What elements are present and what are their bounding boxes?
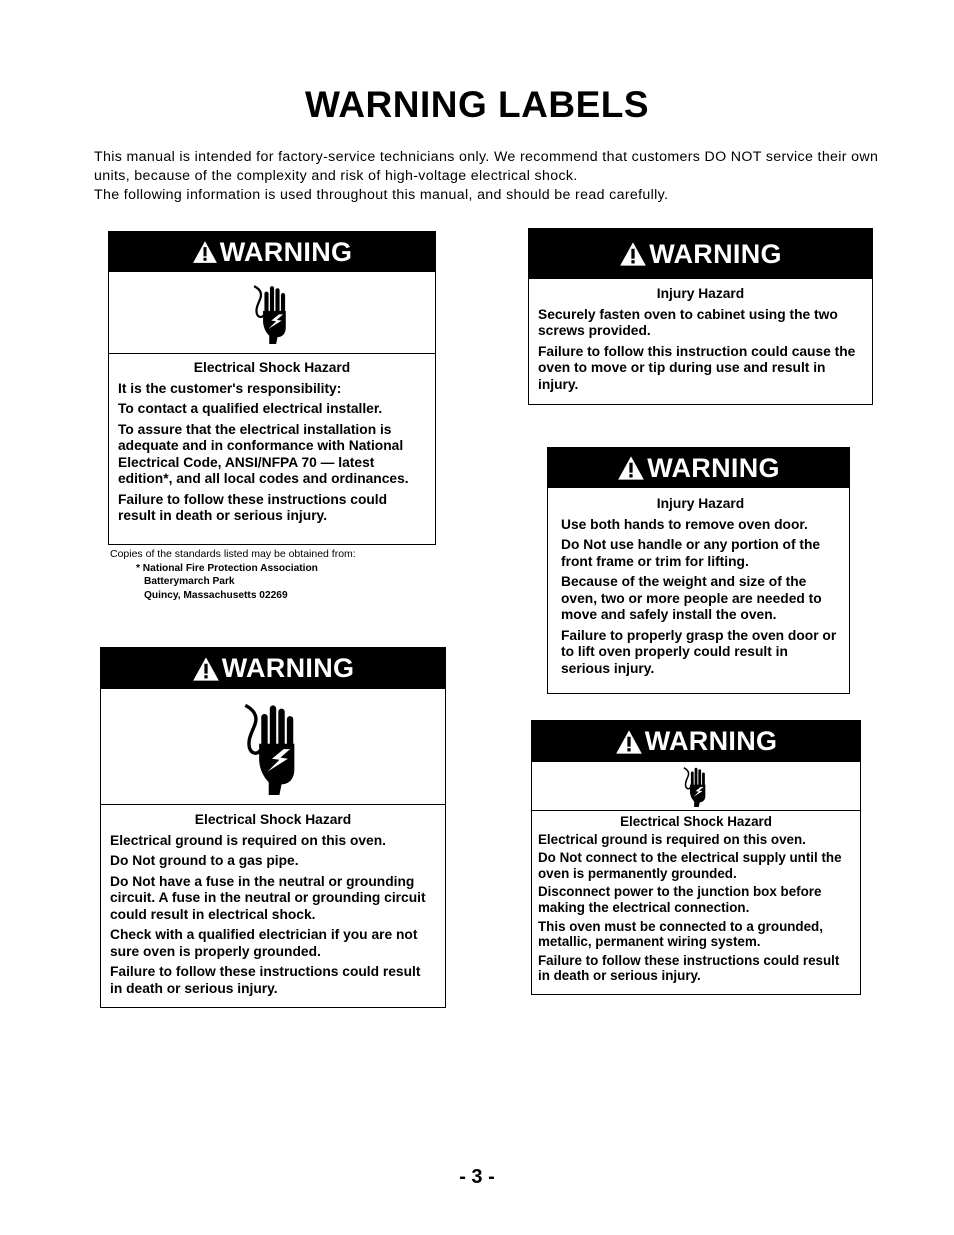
warning-text <box>548 488 849 689</box>
hazard-title: Electrical Shock Hazard <box>193 360 351 375</box>
warning-line: Failure to follow these instructions could result in death or serious injury. <box>110 964 421 996</box>
page-title: WARNING LABELS <box>304 84 650 125</box>
warning-triangle-icon <box>192 240 218 264</box>
warning-line: This oven must be connected to a grounded, metallic, permanent wiring system. <box>538 918 823 950</box>
warning-line: Do Not use handle or any portion of the front frame or trim for lifting. <box>561 537 821 569</box>
warning-label-injury-door <box>547 447 850 694</box>
warning-line: Because of the weight and size of the oven, two or more people are needed to move and safely install the oven. <box>561 574 822 622</box>
warning-label-shock-ground <box>100 647 446 1008</box>
hazard-title: Electrical Shock Hazard <box>194 812 352 827</box>
warning-line: Do Not have a fuse in the neutral or grounding circuit. A fuse in the neutral or grounding circuit could result in electrical shock. <box>110 873 426 922</box>
warning-line: Do Not connect to the electrical supply until the oven is permanently grounded. <box>538 850 842 881</box>
warning-text <box>101 805 445 1009</box>
footnote-intro: Copies of the standards listed may be obtained from: <box>110 548 356 560</box>
warning-header <box>532 721 860 762</box>
warning-line: Electrical ground is required on this oven. <box>110 832 386 848</box>
warning-line: Do Not ground to a gas pipe. <box>110 853 299 868</box>
warning-header-text: WARNING <box>647 452 780 483</box>
warning-text <box>529 279 872 405</box>
warning-line: Failure to follow this instruction could cause the oven to move or tip during use and result in injury. <box>538 343 856 392</box>
footnote-org: * National Fire Protection Association <box>136 562 318 574</box>
warning-line: Failure to properly grasp the oven door or to lift oven properly could result in serious injury. <box>561 627 837 676</box>
warning-triangle-icon <box>615 729 643 755</box>
icon-area <box>101 689 445 805</box>
icon-area <box>109 272 435 354</box>
warning-line: Failure to follow these instructions could result in death or serious injury. <box>538 952 840 984</box>
warning-header <box>529 229 872 279</box>
warning-line: Securely fasten oven to cabinet using the two screws provided. <box>538 306 838 338</box>
footnote-address2: Quincy, Massachusetts 02269 <box>144 589 288 601</box>
warning-line: It is the customer's responsibility: <box>118 380 342 396</box>
warning-header <box>109 232 435 272</box>
icon-area <box>532 762 860 811</box>
intro-paragraph-2: The following information is used throughout this manual, and should be read carefully. <box>94 187 669 203</box>
hazard-title: Electrical Shock Hazard <box>620 814 772 829</box>
footnote-address1: Batterymarch Park <box>144 576 235 587</box>
warning-text <box>532 811 860 990</box>
warning-label-shock-installer <box>108 231 436 545</box>
warning-label-shock-connect <box>531 720 861 995</box>
hazard-title: Injury Hazard <box>656 496 745 511</box>
warning-line: Use both hands to remove oven door. <box>561 516 808 532</box>
warning-header-text: WARNING <box>649 238 782 269</box>
warning-triangle-icon <box>617 455 645 481</box>
warning-label-injury-fasten <box>528 228 873 405</box>
warning-line: Failure to follow these instructions could result in death or serious injury. <box>118 491 388 523</box>
warning-line: Electrical ground is required on this oven. <box>538 831 806 847</box>
warning-header <box>101 648 445 689</box>
warning-header <box>548 448 849 488</box>
warning-header-text: WARNING <box>221 653 355 683</box>
electrical-shock-hand-icon <box>251 282 293 344</box>
intro-paragraph-1: This manual is intended for factory-service technicians only. We recommend that customers DO NOT service their own units, because of the complexity and risk of high-voltage electrical shock. <box>94 149 879 184</box>
footnote <box>110 548 356 602</box>
warning-line: Check with a qualified electrician if you are not sure oven is properly grounded. <box>110 927 418 959</box>
page-number: - 3 - <box>459 1166 495 1188</box>
warning-header-text: WARNING <box>644 726 778 756</box>
warning-triangle-icon <box>192 656 220 682</box>
warning-line: Disconnect power to the junction box before making the electrical connection. <box>538 884 822 915</box>
warning-header-text: WARNING <box>219 236 353 267</box>
electrical-shock-hand-icon <box>241 699 305 795</box>
warning-line: To assure that the electrical installation is adequate and in conformance with National Electrical Code, ANSI/NFPA 70 — latest edition*, and all local codes and ordinances. <box>118 421 409 486</box>
warning-triangle-icon <box>619 241 647 267</box>
hazard-title: Injury Hazard <box>656 286 745 301</box>
intro-text <box>94 148 884 205</box>
electrical-shock-hand-icon <box>682 765 710 807</box>
warning-text <box>109 354 435 537</box>
warning-line: To contact a qualified electrical installer. <box>118 401 383 416</box>
